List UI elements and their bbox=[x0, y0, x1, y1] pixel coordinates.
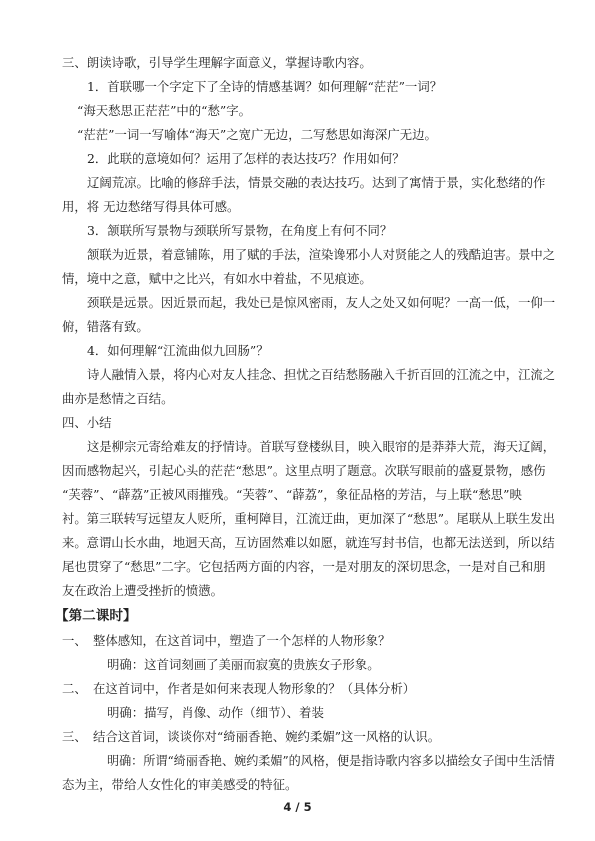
lesson2-question-1: 一、 整体感知，在这首词中，塑造了一个怎样的人物形象？ bbox=[62, 633, 391, 648]
summary-line-7: 友在政治上遭受挫折的愤懑。 bbox=[62, 583, 224, 598]
summary-line-1: 这是柳宗元寄给难友的抒情诗。首联写登楼纵目，映入眼帘的是莽莽大荒，海天辽阔， bbox=[87, 439, 556, 454]
answer-3-line-1: 颔联为近景，着意铺陈，用了赋的手法，渲染谗邪小人对贤能之人的残酷迫害。景中之 bbox=[87, 247, 556, 262]
question-2: 2．此联的意境如何？运用了怎样的表达技巧？作用如何？ bbox=[87, 151, 405, 166]
second-lesson-heading: 【第二课时】 bbox=[55, 608, 137, 624]
section-3-heading: 三、朗读诗歌，引导学生理解字面意义，掌握诗歌内容。 bbox=[62, 55, 372, 70]
answer-4-line-2: 曲亦是愁情之百结。 bbox=[62, 391, 174, 406]
lesson2-answer-1: 明确：这首词刻画了美丽而寂寞的贵族女子形象。 bbox=[107, 657, 380, 672]
question-3: 3．颔联所写景物与颈联所写景物，在角度上有何不同？ bbox=[87, 223, 393, 238]
answer-2-line-1: 辽阔荒凉。比喻的修辞手法，情景交融的表达技巧。达到了寓情于景，实化愁绪的作 bbox=[87, 175, 546, 190]
answer-1-line-1: “海天愁思正茫茫”中的“愁”字。 bbox=[77, 103, 252, 118]
lesson2-question-3: 三、 结合这首词，谈谈你对“绮丽香艳、婉约柔媚”这一风格的认识。 bbox=[62, 729, 441, 744]
summary-line-3: “芙蓉”、“薜荔”正被风雨摧残。“芙蓉”、“薜荔”，象征品格的芳洁，与上联“愁思”映 bbox=[62, 487, 522, 502]
answer-4-line-1: 诗人融情入景，将内心对友人挂念、担忧之百结愁肠融入千折百回的江流之中，江流之 bbox=[87, 367, 556, 382]
section-4-heading: 四、小结 bbox=[62, 415, 112, 430]
answer-2-line-2: 用，将 无边愁绪写得具体可感。 bbox=[62, 199, 240, 214]
question-1: 1．首联哪一个字定下了全诗的情感基调？如何理解“茫茫”一词？ bbox=[87, 79, 443, 94]
answer-3-line-3: 颈联是远景。因近景而起，我处已是惊风密雨，友人之处又如何呢？一高一低，一仰一 bbox=[87, 295, 556, 310]
lesson2-question-2: 二、 在这首词中，作者是如何来表现人物形象的？（具体分析） bbox=[62, 681, 416, 696]
summary-line-5: 来。意谓山长水曲，地迥天高，互访固然难以如愿，就连写封书信，也都无法送到，所以结 bbox=[62, 535, 555, 550]
lesson2-answer-3-line-1: 明确：所谓“绮丽香艳、婉约柔媚”的风格，便是指诗歌内容多以描绘女子闺中生活情 bbox=[107, 753, 555, 768]
answer-1-line-2: “茫茫”一词一写喻体“海天”之宽广无边，二写愁思如海深广无边。 bbox=[77, 127, 437, 142]
summary-line-6: 尾也贯穿了“愁思”二字。它包括两方面的内容，一是对朋友的深切思念，一是对自己和朋 bbox=[62, 559, 546, 574]
question-4: 4．如何理解“江流曲似九回肠”？ bbox=[87, 343, 269, 358]
answer-3-line-2: 情，境中之意，赋中之比兴，有如水中着盐，不见痕迹。 bbox=[62, 271, 372, 286]
summary-line-4: 衬。第三联转写远望友人贬所，重柯障目，江流迂曲，更加深了“愁思”。尾联从上联生发出 bbox=[62, 511, 555, 526]
answer-3-line-4: 俯，错落有致。 bbox=[62, 319, 149, 334]
lesson2-answer-2: 明确：描写，肖像、动作（细节）、着装 bbox=[107, 705, 324, 720]
page-number: 4 / 5 bbox=[283, 800, 312, 814]
summary-line-2: 因而感物起兴，引起心头的茫茫“愁思”。这里点明了题意。次联写眼前的盛夏景物，感伤 bbox=[62, 463, 546, 478]
lesson2-answer-3-line-2: 态为主，带给人女性化的审美感受的特征。 bbox=[62, 777, 298, 792]
